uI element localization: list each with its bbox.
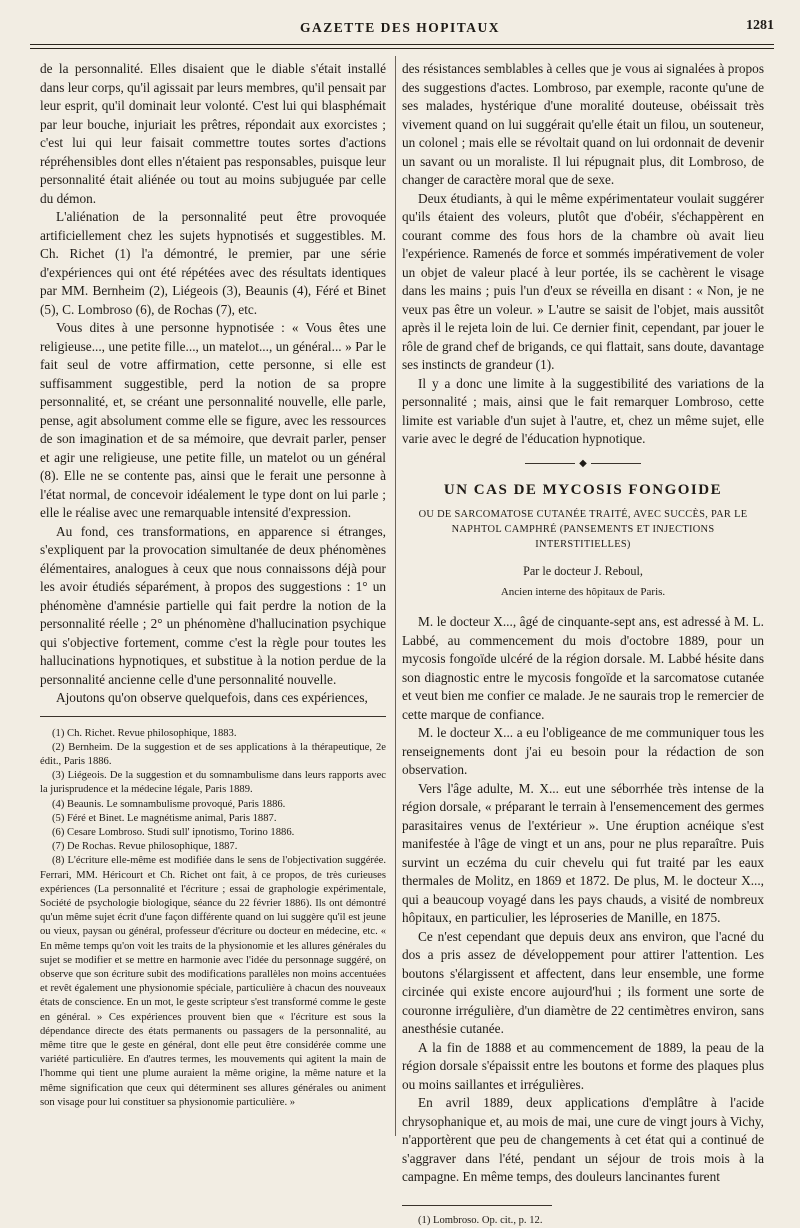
footnotes [40,727,386,1110]
paragraph: de la personnalité. Elles disaient que le diable s'était installé dans leur corps, qu'il agissait par leurs membres, qu'il pensait par leur esprit, qu'il dominait leur volonté. C'est lui qui blasphémait par leur bouche, injuriait les prêtres, répondait aux exorcistes ; c'est lui qui leur faisait commettre toutes sortes d'actions répréhensibles dont elles n'étaient pas responsables, puisque leur personnalité était aliénée ou tout au moins subjuguée par celle du démon. [40,61,386,206]
separator-line [591,463,641,464]
article-byline: Par le docteur J. Reboul, [523,564,643,578]
footnote-rule [40,716,386,717]
left-column [40,60,386,1110]
footnote: (3) Liégeois. De la suggestion et du somnambulisme dans leurs rapports avec la jurisprudence et la médecine légale, Paris 1889. [40,770,386,796]
running-title: GAZETTE DES HOPITAUX [299,20,501,35]
section-separator [402,459,764,469]
paragraph: Il y a donc une limite à la suggestibilité des variations de la personnalité ; mais, ainsi que le fait remarquer Lombroso, cette limite est variable d'un sujet à l'autre, et, chez un même sujet, elle varie avec le degré de l'éducation hypnotique. [402,375,764,446]
author-affiliation: Ancien interne des hôpitaux de Paris. [500,585,666,598]
footnote: (7) De Rochas. Revue philosophique, 1887. [52,841,238,853]
footnote: (5) Féré et Binet. Le magnétisme animal, Paris 1887. [52,812,277,824]
column-divider [395,56,396,1136]
paragraph: Ce n'est cependant que depuis deux ans environ, que l'acné du dos a pris assez de développement pour attirer l'attention. Les boutons s'élargissent et affectent, dans leur ensemble, une forme circinée qui existe encore aujourd'hui ; ils forment une sorte de couronne irrégulière, d'un diamètre de 22 centimètres environ, sans anesthésie cutanée. [402,928,764,1036]
footnote-rule [402,1205,552,1206]
running-head [0,18,800,44]
separator-line [525,463,575,464]
footnote: (1) Ch. Richet. Revue philosophique, 1883. [52,727,237,739]
paragraph: L'aliénation de la personnalité peut être provoquée artificiellement chez les sujets hypnotisés et suggestibles. M. Ch. Richet (1) l'a démontré, le premier, par une série d'expériences qui ont été répétées avec des résultats identiques par MM. Bernheim (2), Liégeois (3), Beaunis (4), Féré et Binet (5), C. Lombroso (6), de Rochas (7), etc. [40,209,386,317]
footnote: (1) Lombroso. Op. cit., p. 12. [418,1214,543,1226]
paragraph: M. le docteur X..., âgé de cinquante-sept ans, est adressé à M. L. Labbé, au commencement du mois d'octobre 1889, pour un mycosis fongoïde ulcéré de la région dorsale. M. Labbé hésite dans son diagnostic entre le mycosis fongoïde et la sarcomatose cutanée et veut bien me confier ce malade. Je ne saurais trop le remercier de cette marque de confiance. [402,614,764,722]
footnote: (4) Beaunis. Le somnambulisme provoqué, Paris 1886. [52,798,286,810]
paragraph: Au fond, ces transformations, en apparence si étranges, s'expliquent par la provocation simultanée de deux phénomènes élémentaires, analogues à ceux que nous connaissons déjà pour les avoir étudiés séparément, à propos des suggestions : 1° un phénomène d'amnésie partielle qui fait perdre la notion de la personnalité réelle ; 2° un phénomène d'hallucination psychique qui s'objective fortement, comme c'est la règle pour toutes les hallucinations hypnotiques, et substitue à la notion perdue de la personnalité ancienne celle d'une personnalité nouvelle. [40,523,386,687]
article-title: UN CAS DE MYCOSIS FONGOIDE [443,481,723,498]
paragraph: Vers l'âge adulte, M. X... eut une séborrhée très intense de la région dorsale, « préparant le terrain à l'ensemencement des germes parasitaires venus de l'extérieur ». Une éruption acnéique s'est manifestée à l'âge de vingt et un ans, pour ne plus reparaître. Puis survint un eczéma du cuir chevelu qui fut traité par les eaux thermales de Molitz, en 1869 et 1872. De plus, M. le docteur X..., qui a beaucoup voyagé dans les pays chauds, a visité de nombreux hôpitaux, en particulier, les léproseries de Manille, en 1875. [402,780,764,925]
header-rule [30,44,774,49]
footnote: (8) L'écriture elle-même est modifiée dans le sens de l'objectivation suggérée. Ferrari, MM. Héricourt et Ch. Richet ont fait, à ce propos, de très curieuses expériences (La personnalité et l'écriture ; essai de graphologie expérimentale, Société de psychologie biologique, séance du 22 février 1886). Ils ont démontré qu'un même sujet écrit d'une façon différente quand on lui suggère qu'il est jeune ou vieux, paysan ou général, professeur d'écriture ou docteur en médecine, etc. « En même temps qu'on voit les traits de la physionomie et les allures générales du sujet se modifier et se mettre en harmonie avec l'idée du personnage suggéré, on observe que son écriture subit des modifications parallèles non moins accentuées et revêt également une physionomie spéciale, particulière à chacun des nouveaux états de conscience. En un mot, le geste scripteur s'est transformé comme le geste en général. » Ces expériences prouvent bien que « l'écriture est sous la dépendance directe des états permanents ou passagers de la personnalité, au même titre que le geste en général, dont elle peut être considérée comme une variété particulière. En d'autres termes, les mouvements qui agitent la main de l'homme qui tient une plume auraient la même origine, la même nature et la même signification que ceux qui déterminent ses allures générales ou animent son visage pour lui constituer sa physionomie particulière. » [40,855,386,1108]
paragraph: A la fin de 1888 et au commencement de 1889, la peau de la région dorsale s'épaissit entre les boutons et forme des plaques plus ou moins saillantes et irrégulières. [402,1039,764,1092]
paragraph: M. le docteur X... a eu l'obligeance de me communiquer tous les renseignements dont j'ai eu besoin pour la rédaction de son observation. [402,725,764,777]
paragraph: En avril 1889, deux applications d'emplâtre à l'acide chrysophanique et, au mois de mai, une cure de vingt jours à Vichy, n'apportèrent que peu de changements à cet état qui a continué de s'aggraver dans l'été, pendant un séjour de trois mois à la campagne. En même temps, des douleurs lancinantes furent [402,1095,764,1184]
right-column [402,60,764,1228]
paragraph: Vous dites à une personne hypnotisée : « Vous êtes une religieuse..., une petite fille..., un matelot..., un général... » Par le fait seul de votre affirmation, cette personne, si elle est suffisamment suggestible, perd la notion de sa propre personnalité, et, se créant une personnalité nouvelle, elle parle, pense, agit absolument comme elle se figure, avec les ressources de son imagination et de sa mémoire, que devrait parler, penser et agir une religieuse, une petite fille, un matelot ou un général (8). Elle ne se contente pas, ainsi que le ferait une personne à l'état normal, de concevoir idéalement le type dont on lui parle ; elle le réalise avec une remarquable intensité d'expression. [40,320,386,520]
paragraph: des résistances semblables à celles que je vous ai signalées à propos des suggestions d'actes. Lombroso, par exemple, raconte qu'une de ses malades, hystérique d'une moralité douteuse, obéissait très vivement quand on lui suggérait qu'elle était un filou, un souteneur, un colonel ; mais elle se révoltait quand on lui ordonnait de devenir un savant ou un moraliste. Il lui répugnait plus, dit Lombroso, de changer de caractère moral que de sexe. [402,61,764,187]
footnote: (2) Bernheim. De la suggestion et de ses applications à la thérapeutique, 2e édit., Paris 1886. [40,741,386,767]
separator-ornament-icon: ◆ [579,457,587,469]
paragraph: Deux étudiants, à qui le même expérimentateur voulait suggérer qu'ils étaient des voleurs, plutôt que d'obéir, s'échappèrent en courant comme des fous hors de la chambre où avait lieu l'expérience. Ramenés de force et sommés impérativement de voler un objet de valeur placé à leur portée, ils se cachèrent le visage dans les mains ; puis l'un d'eux se réveilla en disant : « Non, je ne veux pas être un voleur. » L'autre se saisit de l'objet, mais aussitôt après il le rejeta loin de lui. Ce dernier finit, cependant, par jouer le rôle de grand chef de brigands, ce qui flattait, sans doute, davantage ses instincts de grandeur (1). [402,190,764,372]
paragraph: Ajoutons qu'on observe quelquefois, dans ces expériences, [56,690,368,705]
article-subtitle: OU DE SARCOMATOSE CUTANÉE TRAITÉ, AVEC SUCCÈS, PAR LE NAPHTOL CAMPHRÉ (PANSEMENTS ET INJECTIONS INTERSTITIELLES) [418,509,748,550]
page-number: 1281 [746,18,774,33]
footnote: (6) Cesare Lombroso. Studi sull' ipnotismo, Torino 1886. [52,826,295,838]
